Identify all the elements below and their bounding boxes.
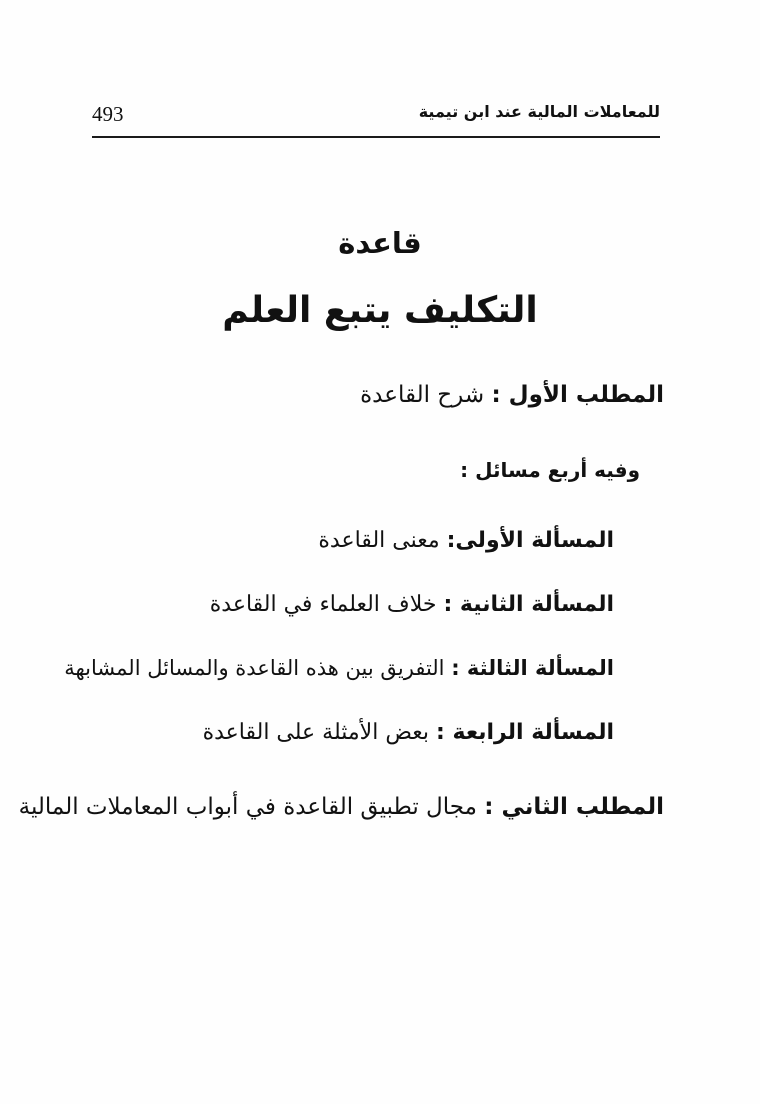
running-title: للمعاملات المالية عند ابن تيمية — [418, 102, 660, 121]
section-1-text: شرح القاعدة — [360, 382, 485, 408]
rule-kind-heading: قاعدة — [338, 226, 422, 260]
issue-2-label: المسألة الثانية : — [443, 592, 614, 617]
section-2 — [19, 794, 664, 820]
rule-title: التكليف يتبع العلم — [222, 290, 538, 331]
page-header — [92, 96, 660, 138]
section-1 — [360, 382, 664, 408]
issue-4 — [203, 720, 614, 745]
issue-1-text: معنى القاعدة — [318, 528, 440, 553]
issues-intro: وفيه أربع مسائل : — [460, 458, 640, 482]
page-number: 493 — [92, 102, 124, 126]
issue-4-text: بعض الأمثلة على القاعدة — [202, 720, 430, 745]
issue-3 — [64, 656, 614, 680]
issue-2-text: خلاف العلماء في القاعدة — [209, 592, 437, 617]
issue-3-text: التفريق بين هذه القاعدة والمسائل المشابهة — [64, 656, 445, 680]
issue-1-label: المسألة الأولى: — [446, 528, 614, 553]
issue-4-label: المسألة الرابعة : — [436, 720, 614, 745]
section-2-label: المطلب الثاني : — [484, 794, 664, 820]
section-1-label: المطلب الأول : — [491, 382, 664, 408]
section-2-text: مجال تطبيق القاعدة في أبواب المعاملات المالية — [18, 794, 477, 820]
issue-1 — [318, 528, 614, 553]
issue-3-label: المسألة الثالثة : — [451, 656, 614, 680]
issue-2 — [210, 592, 614, 617]
